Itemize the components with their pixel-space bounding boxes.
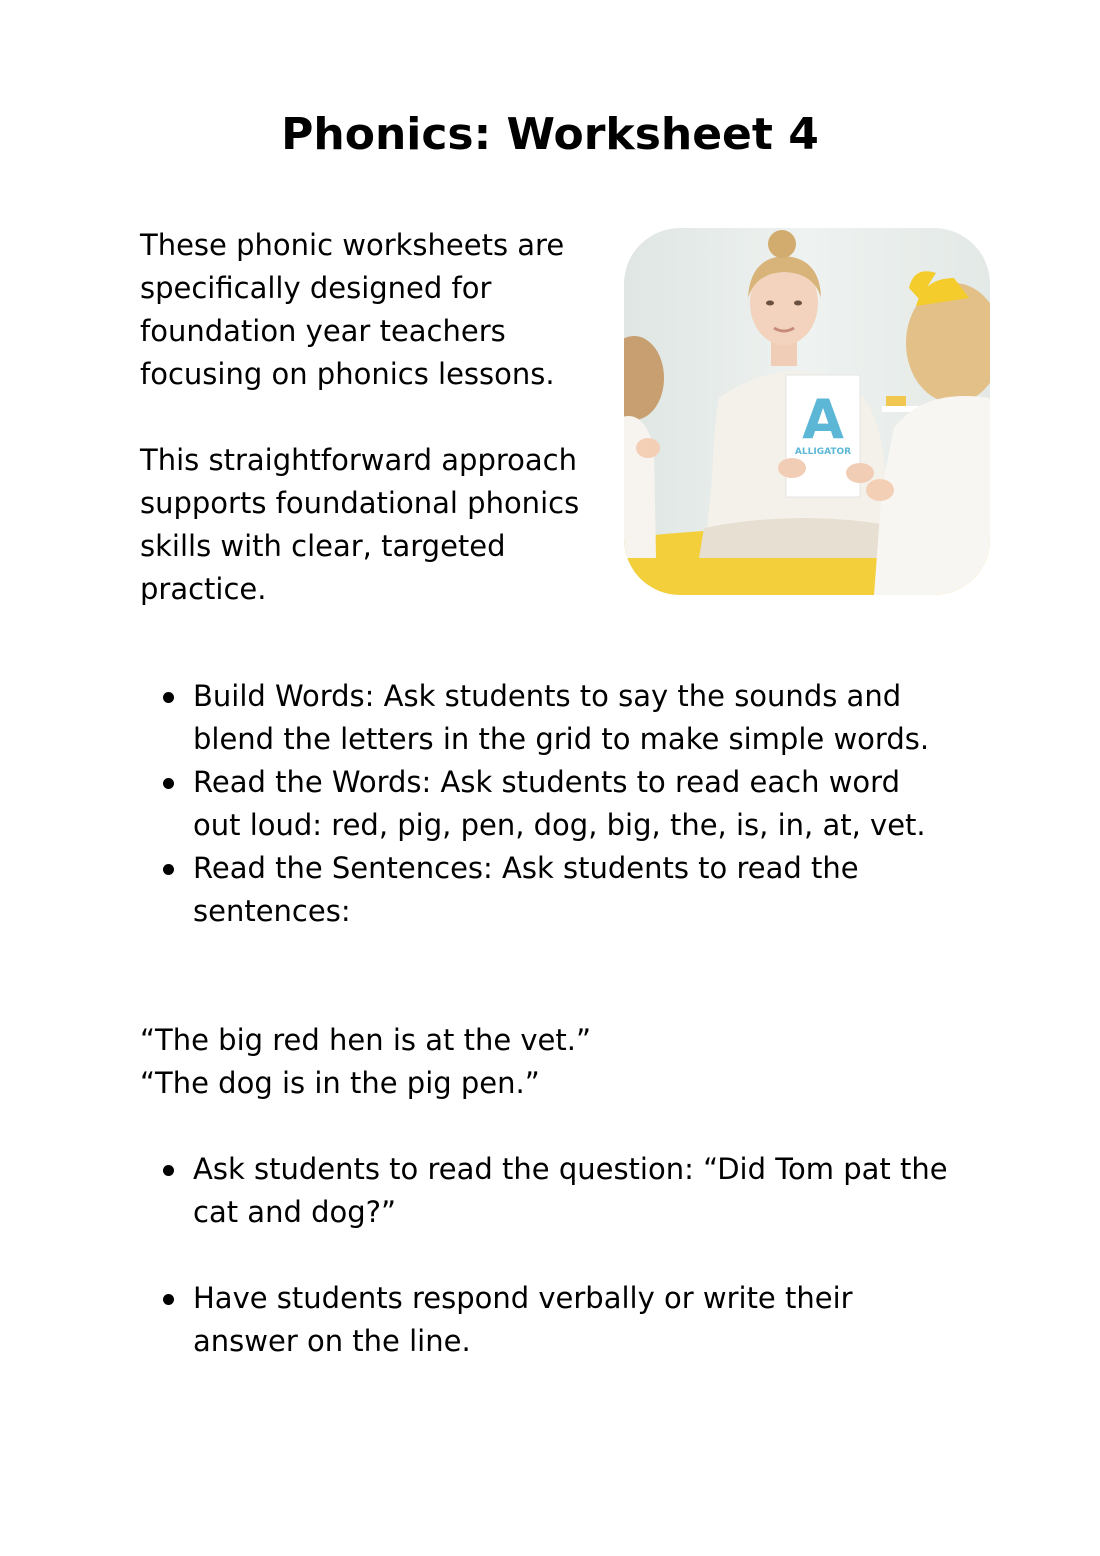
bullet-icon	[163, 1165, 174, 1176]
flashcard-letter: A	[802, 388, 844, 451]
teacher-flashcard-photo	[624, 228, 990, 595]
page-title: Phonics: Worksheet 4	[281, 109, 819, 160]
photo-illustration	[624, 228, 990, 595]
teacher-hair-bun	[768, 230, 796, 258]
list-item-build-words	[193, 675, 953, 761]
intro-text	[140, 224, 610, 611]
intro-paragraph-2: This straightforward approach supports foundational phonics skills with clear, targeted practice.	[140, 443, 580, 606]
bullet-icon	[163, 778, 174, 789]
teacher-hand-right	[846, 463, 874, 483]
bullet-icon	[163, 864, 174, 875]
answer-instruction	[193, 1277, 953, 1363]
list-item-read-sentences	[193, 847, 953, 933]
sentence-2: “The dog is in the pig pen.”	[140, 1066, 540, 1100]
instruction-list	[193, 675, 953, 933]
intro-paragraph-1: These phonic worksheets are specifically designed for foundation year teachers focusing on phonics lessons.	[140, 228, 565, 391]
sentence-1: “The big red hen is at the vet.”	[140, 1023, 592, 1057]
list-item-text: Build Words: Ask students to say the sounds and blend the letters in the grid to make simple words.	[193, 679, 930, 756]
list-item-text: Read the Words: Ask students to read each word out loud: red, pig, pen, dog, big, the, is, in, at, vet.	[193, 765, 926, 842]
teacher-eye-left	[766, 301, 774, 306]
child-left-hand	[636, 438, 660, 458]
child-right-hand	[866, 479, 894, 501]
teacher-hand-left	[778, 458, 806, 478]
teacher-eye-right	[794, 301, 802, 306]
example-sentences	[140, 1019, 940, 1105]
shelf-item	[886, 396, 906, 406]
bullet-icon	[163, 1294, 174, 1305]
answer-instruction-text: Have students respond verbally or write their answer on the line.	[193, 1281, 853, 1358]
flashcard-word: ALLIGATOR	[794, 447, 852, 457]
question-instruction	[193, 1148, 953, 1234]
list-item-read-words	[193, 761, 953, 847]
question-instruction-text: Ask students to read the question: “Did Tom pat the cat and dog?”	[193, 1152, 948, 1229]
bullet-icon	[163, 692, 174, 703]
list-item-text: Read the Sentences: Ask students to read the sentences:	[193, 851, 859, 928]
